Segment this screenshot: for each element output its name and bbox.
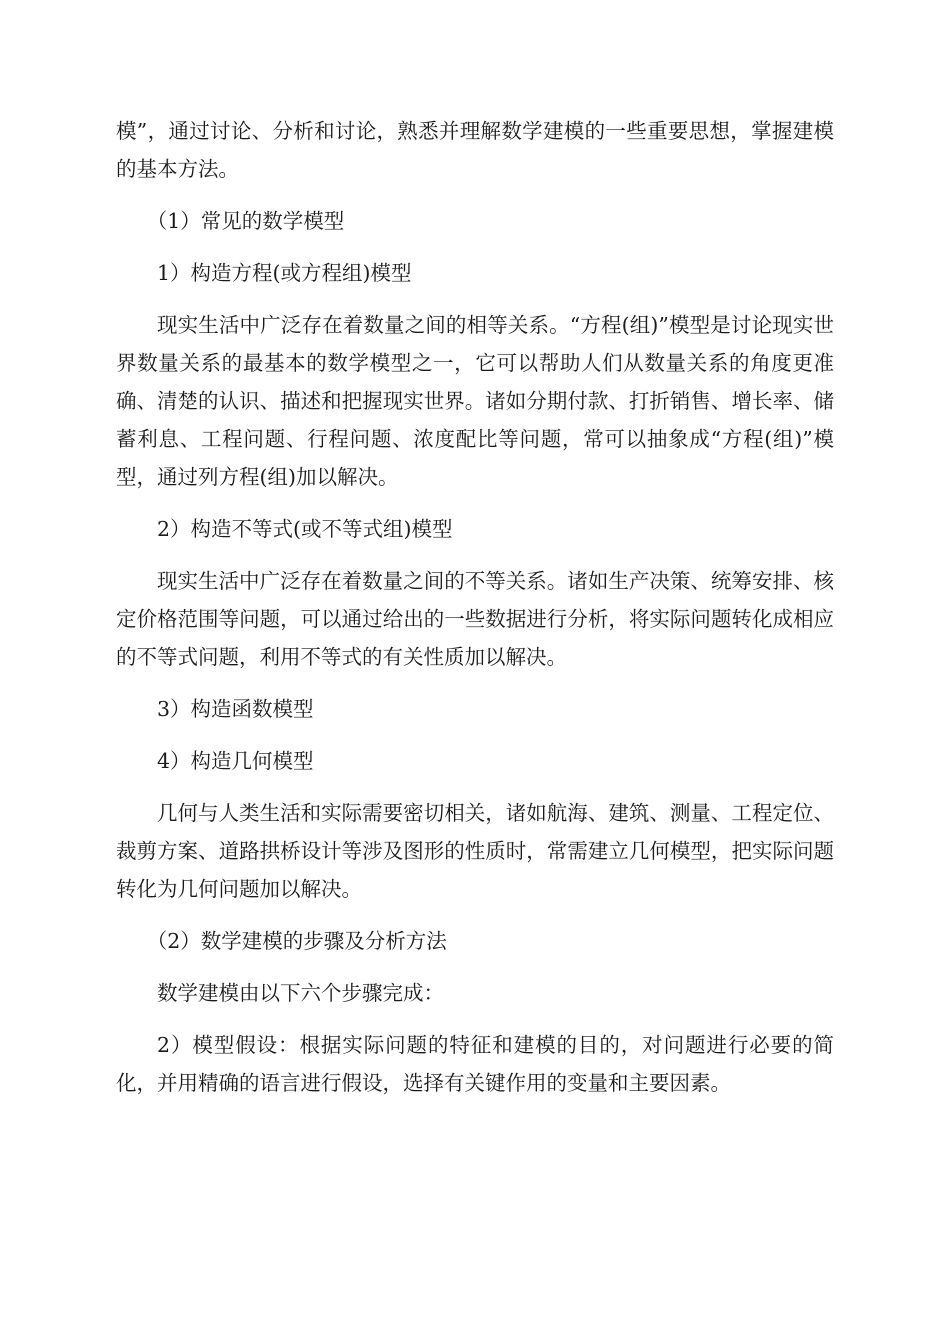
paragraph-equation-model: 现实生活中广泛存在着数量之间的相等关系。“方程(组)”模型是讨论现实世界数量关系的最基本的数学模型之一，它可以帮助人们从数量关系的角度更准确、清楚的认识、描述和把握现实世界。诸如分期付款、打折销售、增长率、储蓄利息、工程问题、行程问题、浓度配比等问题，常可以抽象成“方程(组)”模型，通过列方程(组)加以解决。 <box>116 313 834 489</box>
paragraph-inequality-model: 现实生活中广泛存在着数量之间的不等关系。诸如生产决策、统筹安排、核定价格范围等问题，可以通过给出的一些数据进行分析，将实际问题转化成相应的不等式问题，利用不等式的有关性质加以解决。 <box>116 569 834 669</box>
subheading-inequality-model: 2）构造不等式(或不等式组)模型 <box>157 517 453 541</box>
paragraph-geometry-model: 几何与人类生活和实际需要密切相关，诸如航海、建筑、测量、工程定位、裁剪方案、道路拱桥设计等涉及图形的性质时，常需建立几何模型，把实际问题转化为几何问题加以解决。 <box>116 801 834 901</box>
paragraph-intro-continuation: 模”，通过讨论、分析和讨论，熟悉并理解数学建模的一些重要思想，掌握建模的基本方法。 <box>116 119 834 181</box>
paragraph-six-steps: 数学建模由以下六个步骤完成： <box>157 981 444 1005</box>
subheading-equation-model: 1）构造方程(或方程组)模型 <box>157 261 412 285</box>
subheading-function-model: 3）构造函数模型 <box>157 697 314 721</box>
paragraph-model-assumption: 2）模型假设：根据实际问题的特征和建模的目的，对问题进行必要的简化，并用精确的语言进行假设，选择有关键作用的变量和主要因素。 <box>116 1033 834 1095</box>
document-body <box>116 112 834 1116</box>
section-heading-modeling-steps: （2）数学建模的步骤及分析方法 <box>146 929 447 953</box>
section-heading-common-models: （1）常见的数学模型 <box>146 209 345 233</box>
subheading-geometry-model: 4）构造几何模型 <box>157 749 314 773</box>
